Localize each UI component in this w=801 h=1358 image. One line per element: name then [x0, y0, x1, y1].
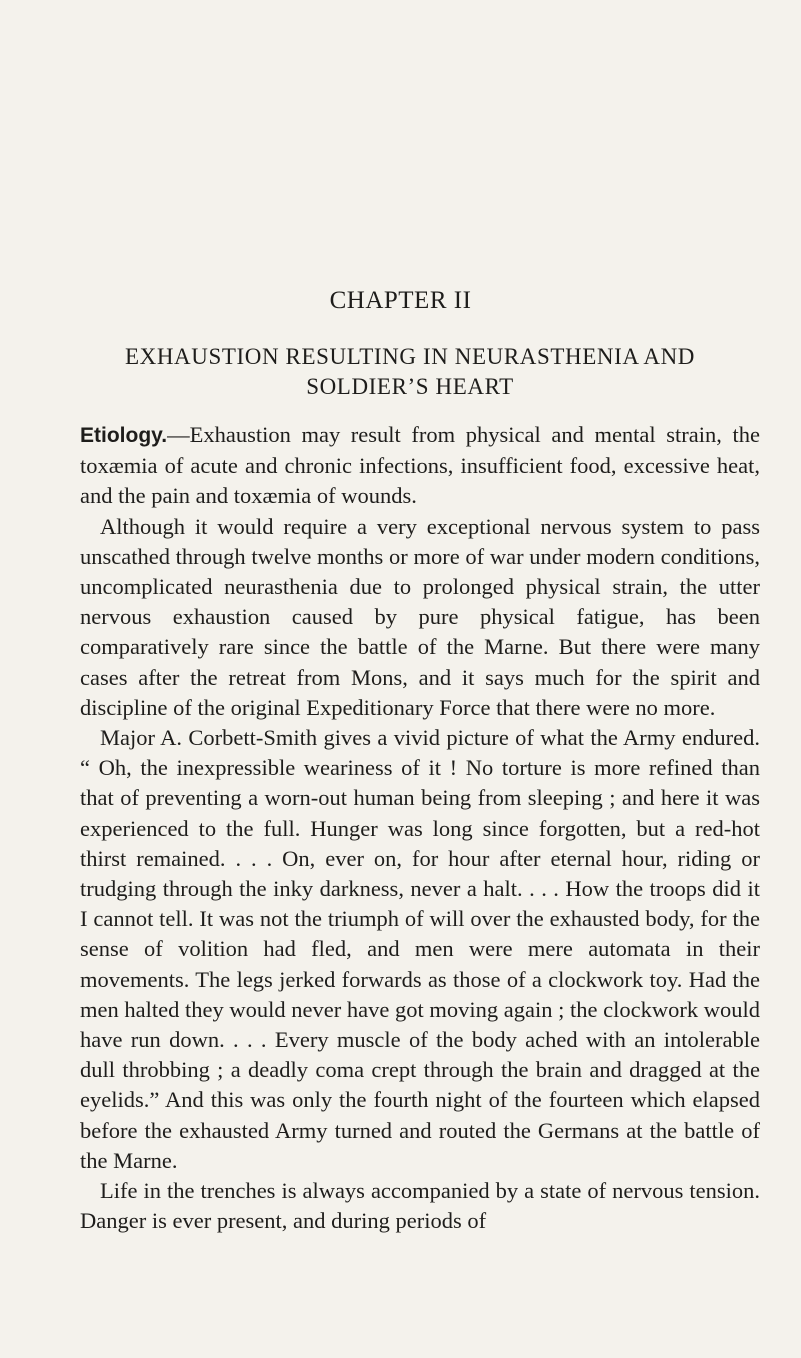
chapter-title-line-1: EXHAUSTION RESULTING IN NEURASTHENIA AND: [124, 344, 696, 369]
paragraph-1-text: —Exhaustion may result from physical and mental strain, the toxæmia of acute and chronic infections, insufficient food, excessive heat, and the pain and toxæmia of wounds.: [80, 422, 760, 509]
paragraph-3: Major A. Corbett-Smith gives a vivid picture of what the Army endured. “ Oh, the inexpressible weariness of it ! No torture is more refined than that of preventing a worn-out human being from sleeping ; and here it was experienced to the full. Hunger was long since forgotten, but a red-hot thirst remained. . . . On, ever on, for hour after eternal hour, riding or trudging through the inky darkness, never a halt. . . . How the troops did it I cannot tell. It was not the triumph of will over the exhausted body, for the sense of volition had fled, and men were mere automata in their movements. The legs jerked forwards as those of a clockwork toy. Had the men halted they would never have got moving again ; the clockwork would have run down. . . . Every muscle of the body ached with an intolerable dull throbbing ; a deadly coma crept through the brain and dragged at the eyelids.” And this was only the fourth night of the fourteen which elapsed before the exhausted Army turned and routed the Germans at the battle of the Marne.: [80, 725, 760, 1173]
paragraph-1: [80, 420, 760, 512]
body-text: [80, 420, 760, 1236]
chapter-title-line-2: SOLDIER’S HEART: [306, 374, 514, 399]
paragraph-4: Life in the trenches is always accompanied by a state of nervous tension. Danger is ever present, and during periods of: [80, 1178, 760, 1234]
paragraph-2: Although it would require a very exceptional nervous system to pass unscathed through twelve months or more of war under modern conditions, uncomplicated neurasthenia due to prolonged physical strain, the utter nervous exhaustion caused by pure physical fatigue, has been comparatively rare since the battle of the Marne. But there were many cases after the retreat from Mons, and it says much for the spirit and discipline of the original Expeditionary Force that there were no more.: [80, 513, 760, 720]
chapter-title: [60, 342, 760, 402]
section-heading: Etiology.: [80, 424, 168, 447]
chapter-number: CHAPTER II: [329, 287, 472, 314]
